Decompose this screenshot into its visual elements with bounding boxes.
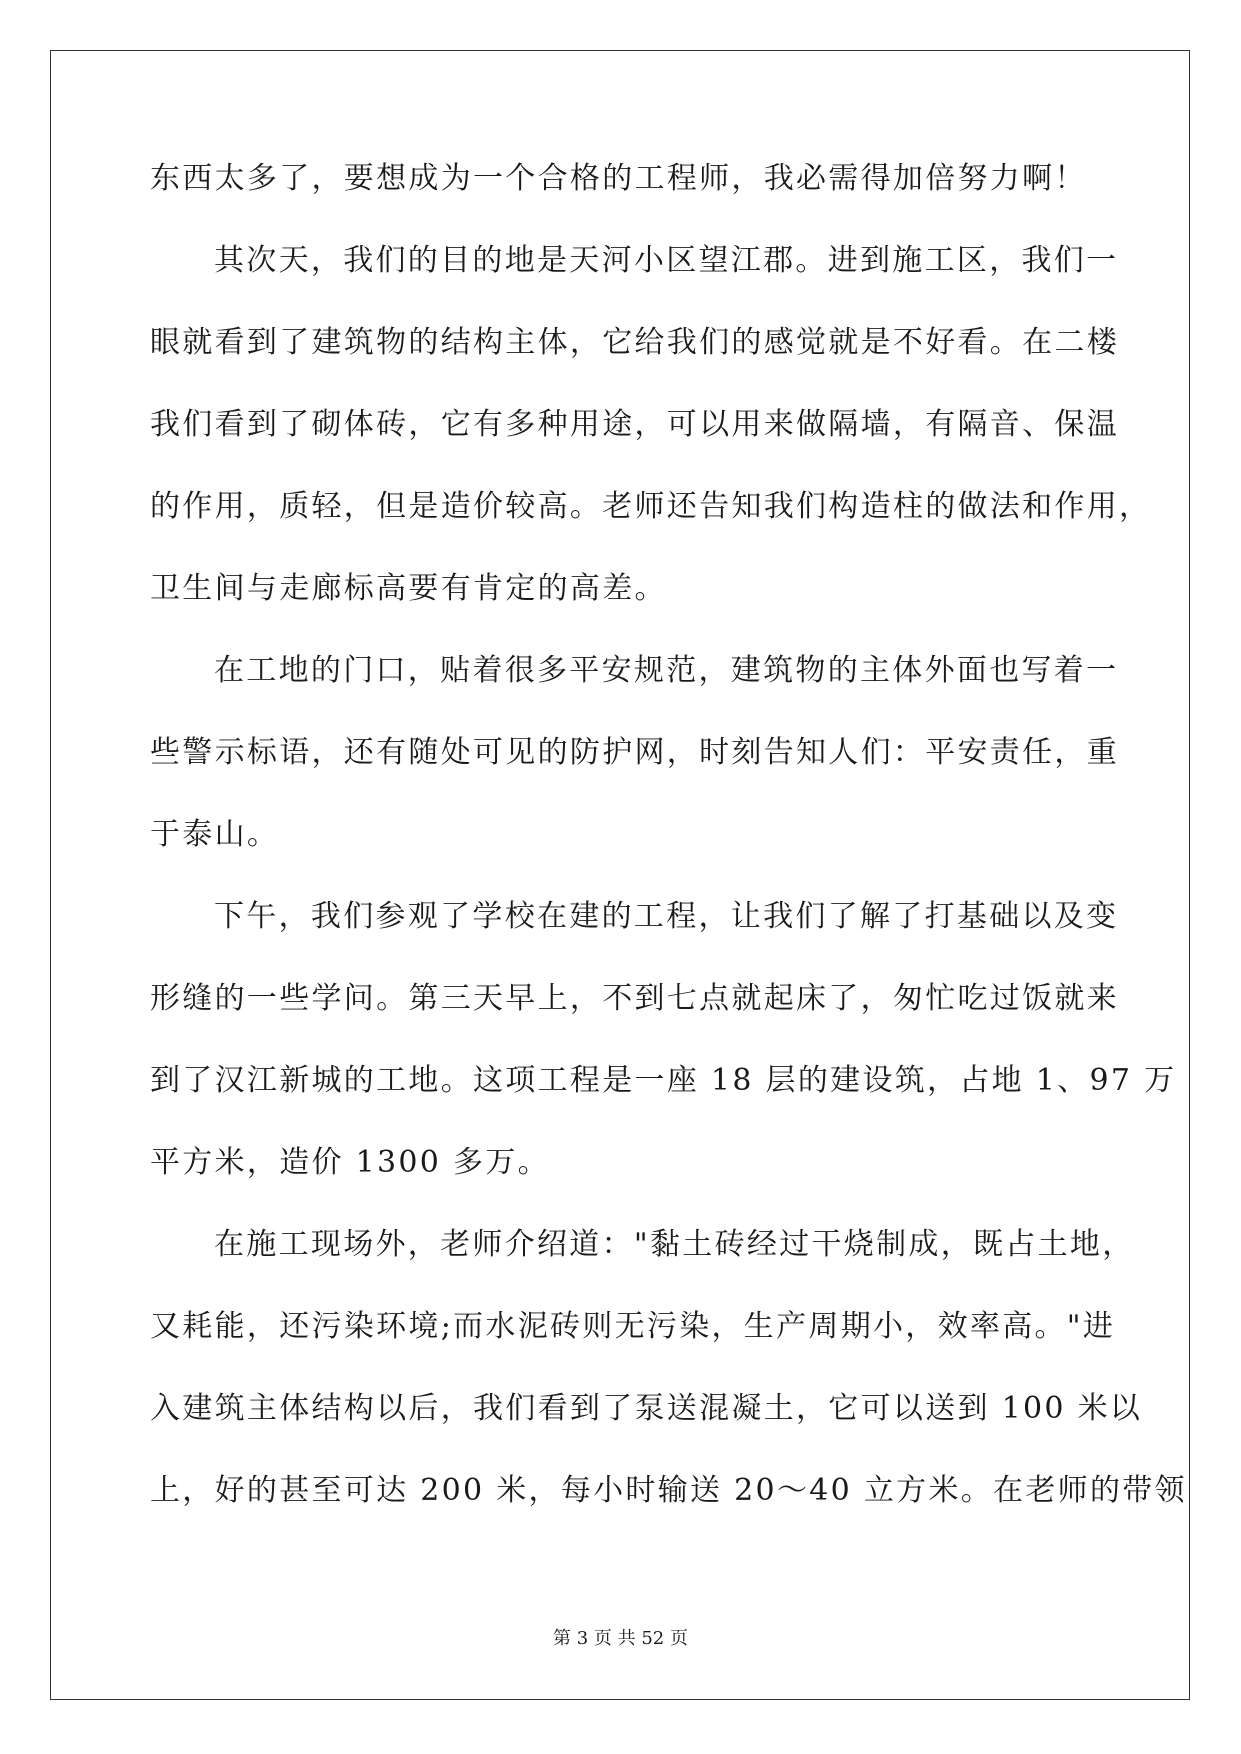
text-line: 形缝的一些学问。第三天早上，不到七点就起床了，匆忙吃过饭就来 xyxy=(150,981,1119,1016)
text-line: 平方米，造价 1300 多万。 xyxy=(150,1145,550,1180)
text-line: 入建筑主体结构以后，我们看到了泵送混凝土，它可以送到 100 米以 xyxy=(150,1391,1143,1426)
text-line: 在施工现场外，老师介绍道："黏土砖经过干烧制成，既占土地， xyxy=(214,1227,1135,1262)
text-line: 眼就看到了建筑物的结构主体，它给我们的感觉就是不好看。在二楼 xyxy=(150,325,1119,360)
text-line: 卫生间与走廊标高要有肯定的高差。 xyxy=(150,571,667,606)
text-line: 上，好的甚至可达 200 米，每小时输送 20～40 立方米。在老师的带领 xyxy=(150,1473,1187,1508)
text-line: 我们看到了砌体砖，它有多种用途，可以用来做隔墙，有隔音、保温 xyxy=(150,407,1119,442)
text-line: 的作用，质轻，但是造价较高。老师还告知我们构造柱的做法和作用， xyxy=(150,489,1152,524)
text-line: 东西太多了，要想成为一个合格的工程师，我必需得加倍努力啊！ xyxy=(150,161,1087,196)
text-line: 在工地的门口，贴着很多平安规范，建筑物的主体外面也写着一 xyxy=(214,653,1119,688)
document-body xyxy=(150,157,1187,1551)
page-number: 第 3 页 共 52 页 xyxy=(553,1628,688,1649)
text-line: 又耗能，还污染环境;而水泥砖则无污染，生产周期小，效率高。"进 xyxy=(150,1309,1116,1344)
text-line: 下午，我们参观了学校在建的工程，让我们了解了打基础以及变 xyxy=(214,899,1119,934)
text-line: 到了汉江新城的工地。这项工程是一座 18 层的建设筑，占地 1、97 万 xyxy=(150,1063,1177,1098)
text-line: 些警示标语，还有随处可见的防护网，时刻告知人们：平安责任，重 xyxy=(150,735,1119,770)
text-line: 于泰山。 xyxy=(150,817,280,852)
text-line: 其次天，我们的目的地是天河小区望江郡。进到施工区，我们一 xyxy=(214,243,1119,278)
